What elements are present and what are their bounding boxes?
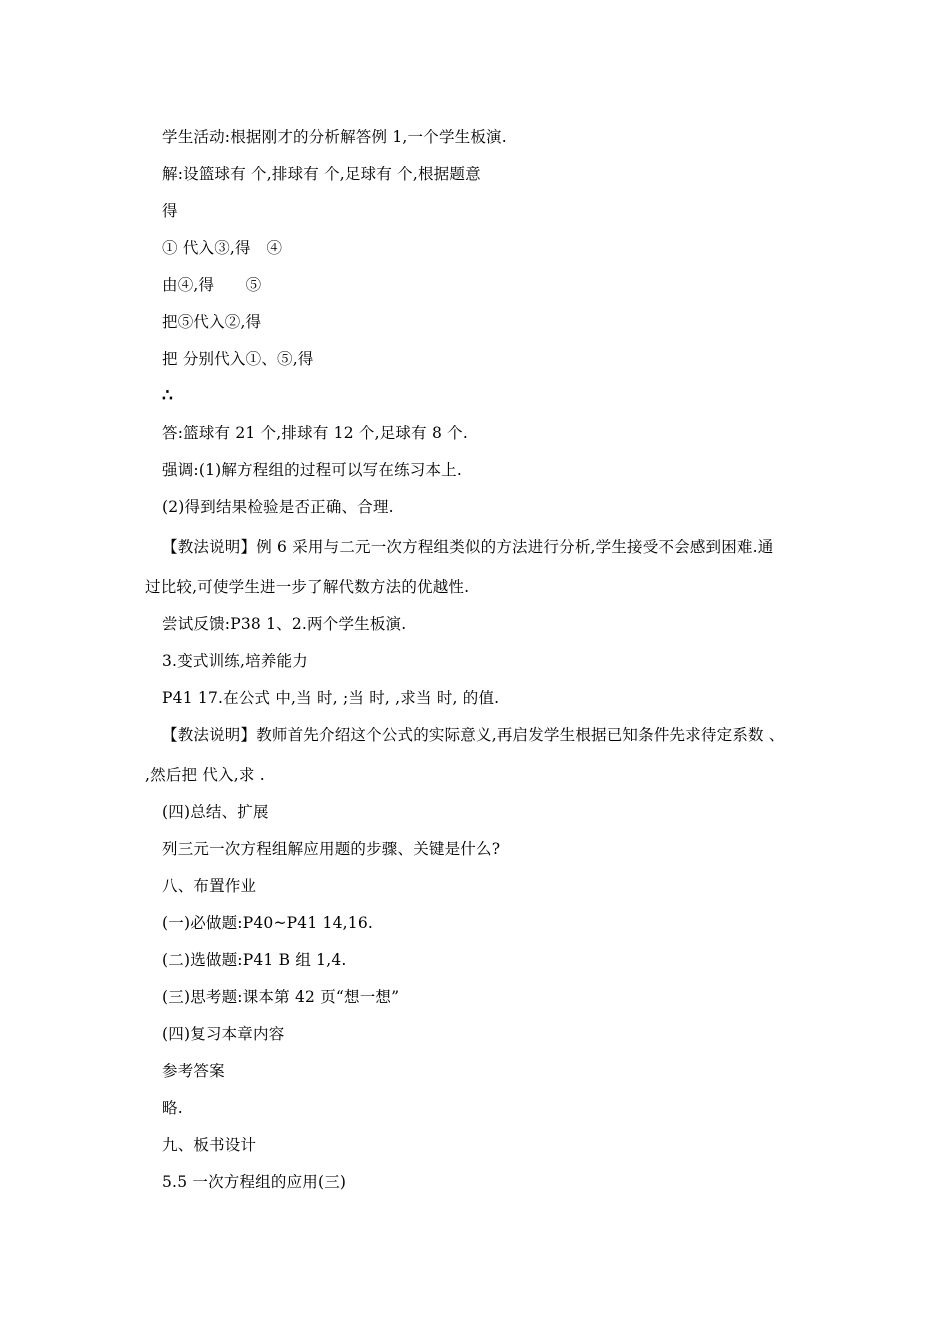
paragraph-teaching-note-2: 【教法说明】教师首先介绍这个公式的实际意义,再启发学生根据已知条件先求待定系数 、 bbox=[162, 726, 785, 744]
heading-summary: (四)总结、扩展 bbox=[162, 803, 269, 821]
paragraph-teaching-note-1: 【教法说明】例 6 采用与二元一次方程组类似的方法进行分析,学生接受不会感到困难.通 bbox=[162, 538, 774, 556]
homework-review: (四)复习本章内容 bbox=[162, 1025, 285, 1043]
paragraph-substitute-each: 把 分别代入①、⑤,得 bbox=[162, 350, 314, 368]
heading-blackboard-design: 九、板书设计 bbox=[162, 1136, 257, 1154]
paragraph-omitted: 略. bbox=[162, 1099, 183, 1117]
paragraph-emphasis-1: 强调:(1)解方程组的过程可以写在练习本上. bbox=[162, 461, 463, 479]
paragraph-teaching-note-2-cont: ,然后把 代入,求 . bbox=[145, 766, 265, 784]
heading-reference-answer: 参考答案 bbox=[162, 1062, 225, 1080]
homework-required: (一)必做题:P40~P41 14,16. bbox=[162, 914, 374, 932]
paragraph-summary-question: 列三元一次方程组解应用题的步骤、关键是什么? bbox=[162, 840, 501, 858]
paragraph-emphasis-2: (2)得到结果检验是否正确、合理. bbox=[162, 498, 394, 516]
heading-homework: 八、布置作业 bbox=[162, 877, 257, 895]
paragraph-exercise-p41: P41 17.在公式 中,当 时, ;当 时, ,求当 时, 的值. bbox=[162, 689, 500, 707]
paragraph-substitute-5: 把⑤代入②,得 bbox=[162, 313, 262, 331]
paragraph-from-4: 由④,得 ⑤ bbox=[162, 276, 262, 294]
paragraph-variant-training: 3.变式训练,培养能力 bbox=[162, 652, 308, 670]
homework-optional: (二)选做题:P41 B 组 1,4. bbox=[162, 951, 347, 969]
paragraph-feedback: 尝试反馈:P38 1、2.两个学生板演. bbox=[162, 615, 407, 633]
paragraph-teaching-note-1-cont: 过比较,可使学生进一步了解代数方法的优越性. bbox=[145, 578, 470, 596]
paragraph-solution-setup: 解:设篮球有 个,排球有 个,足球有 个,根据题意 bbox=[162, 165, 481, 183]
paragraph-answer: 答:篮球有 21 个,排球有 12 个,足球有 8 个. bbox=[162, 424, 468, 442]
paragraph-section-title: 5.5 一次方程组的应用(三) bbox=[162, 1173, 347, 1191]
therefore-symbol: ∴ bbox=[162, 386, 174, 406]
paragraph-get: 得 bbox=[162, 202, 178, 220]
paragraph-student-activity: 学生活动:根据刚才的分析解答例 1,一个学生板演. bbox=[162, 128, 507, 146]
paragraph-substitute-1: ① 代入③,得 ④ bbox=[162, 239, 283, 257]
homework-thinking: (三)思考题:课本第 42 页“想一想” bbox=[162, 988, 400, 1006]
